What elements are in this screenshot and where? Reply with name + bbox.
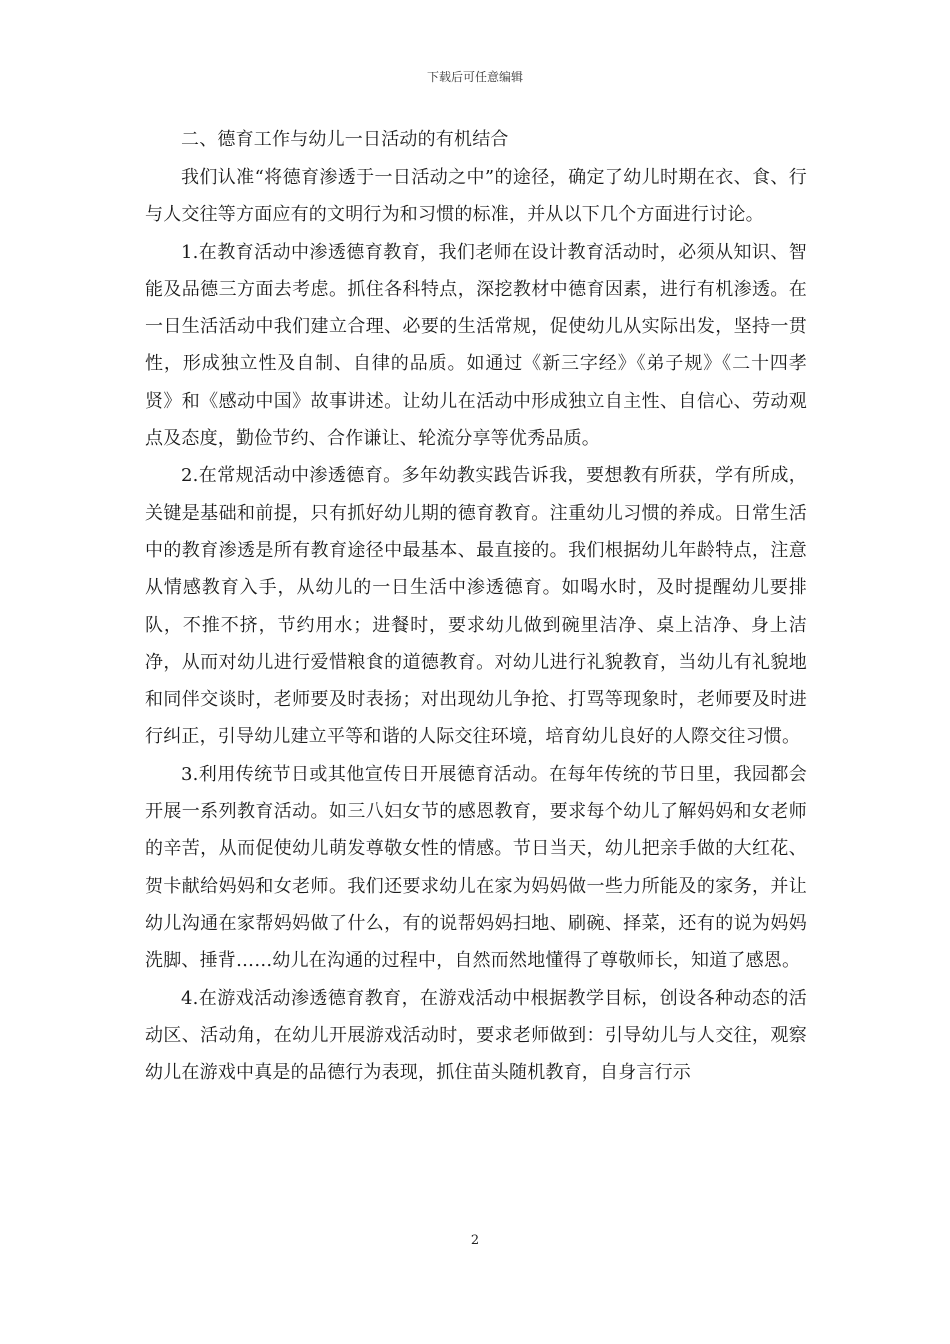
document-body — [145, 122, 807, 1091]
page-number: 2 — [470, 1233, 480, 1248]
paragraph-intro: 我们认准“将德育渗透于一日活动之中”的途径，确定了幼儿时期在衣、食、行与人交往等方面应有的文明行为和习惯的标准，并从以下几个方面进行讨论。 — [145, 167, 807, 226]
paragraph-2: 2.在常规活动中渗透德育。多年幼教实践告诉我，要想教有所获，学有所成，关键是基础和前提，只有抓好幼儿期的德育教育。注重幼儿习惯的养成。日常生活中的教育渗透是所有教育途径中最基本、最直接的。我们根据幼儿年龄特点，注意从情感教育入手，从幼儿的一日生活中渗透德育。如喝水时，及时提醒幼儿要排队，不推不挤，节约用水；进餐时，要求幼儿做到碗里洁净、桌上洁净、身上洁净，从而对幼儿进行爱惜粮食的道德教育。对幼儿进行礼貌教育，当幼儿有礼貌地和同伴交谈时，老师要及时表扬；对出现幼儿争抢、打骂等现象时，老师要及时进行纠正，引导幼儿建立平等和谐的人际交往环境，培育幼儿良好的人際交往习惯。 — [145, 465, 807, 748]
paragraph-3: 3.利用传统节日或其他宣传日开展德育活动。在每年传统的节日里，我园都会开展一系列教育活动。如三八妇女节的感恩教育，要求每个幼儿了解妈妈和女老师的辛苦，从而促使幼儿萌发尊敬女性的情感。节日当天，幼儿把亲手做的大红花、贺卡献给妈妈和女老师。我们还要求幼儿在家为妈妈做一些力所能及的家务，并让幼儿沟通在家帮妈妈做了什么，有的说帮妈妈扫地、刷碗、择菜，还有的说为妈妈洗脚、捶背……幼儿在沟通的过程中，自然而然地懂得了尊敬师长，知道了感恩。 — [145, 763, 807, 972]
paragraph-4: 4.在游戏活动渗透德育教育，在游戏活动中根据教学目标，创设各种动态的活动区、活动角，在幼儿开展游戏活动时，要求老师做到：引导幼儿与人交往，观察幼儿在游戏中真是的品德行为表现，抓住苗头随机教育，自身言行示 — [145, 987, 807, 1084]
page-header-note: 下载后可任意编辑 — [426, 70, 523, 84]
section-heading: 二、德育工作与幼儿一日活动的有机结合 — [181, 129, 509, 150]
paragraph-1: 1.在教育活动中渗透德育教育，我们老师在设计教育活动时，必须从知识、智能及品德三方面去考虑。抓住各科特点，深挖教材中德育因素，进行有机渗透。在一日生活活动中我们建立合理、必要的生活常规，促使幼儿从实际出发，坚持一贯性，形成独立性及自制、自律的品质。如通过《新三字经》《弟子规》《二十四孝贤》和《感动中国》故事讲述。让幼儿在活动中形成独立自主性、自信心、劳动观点及态度，勤俭节约、合作谦让、轮流分享等优秀品质。 — [145, 241, 807, 450]
